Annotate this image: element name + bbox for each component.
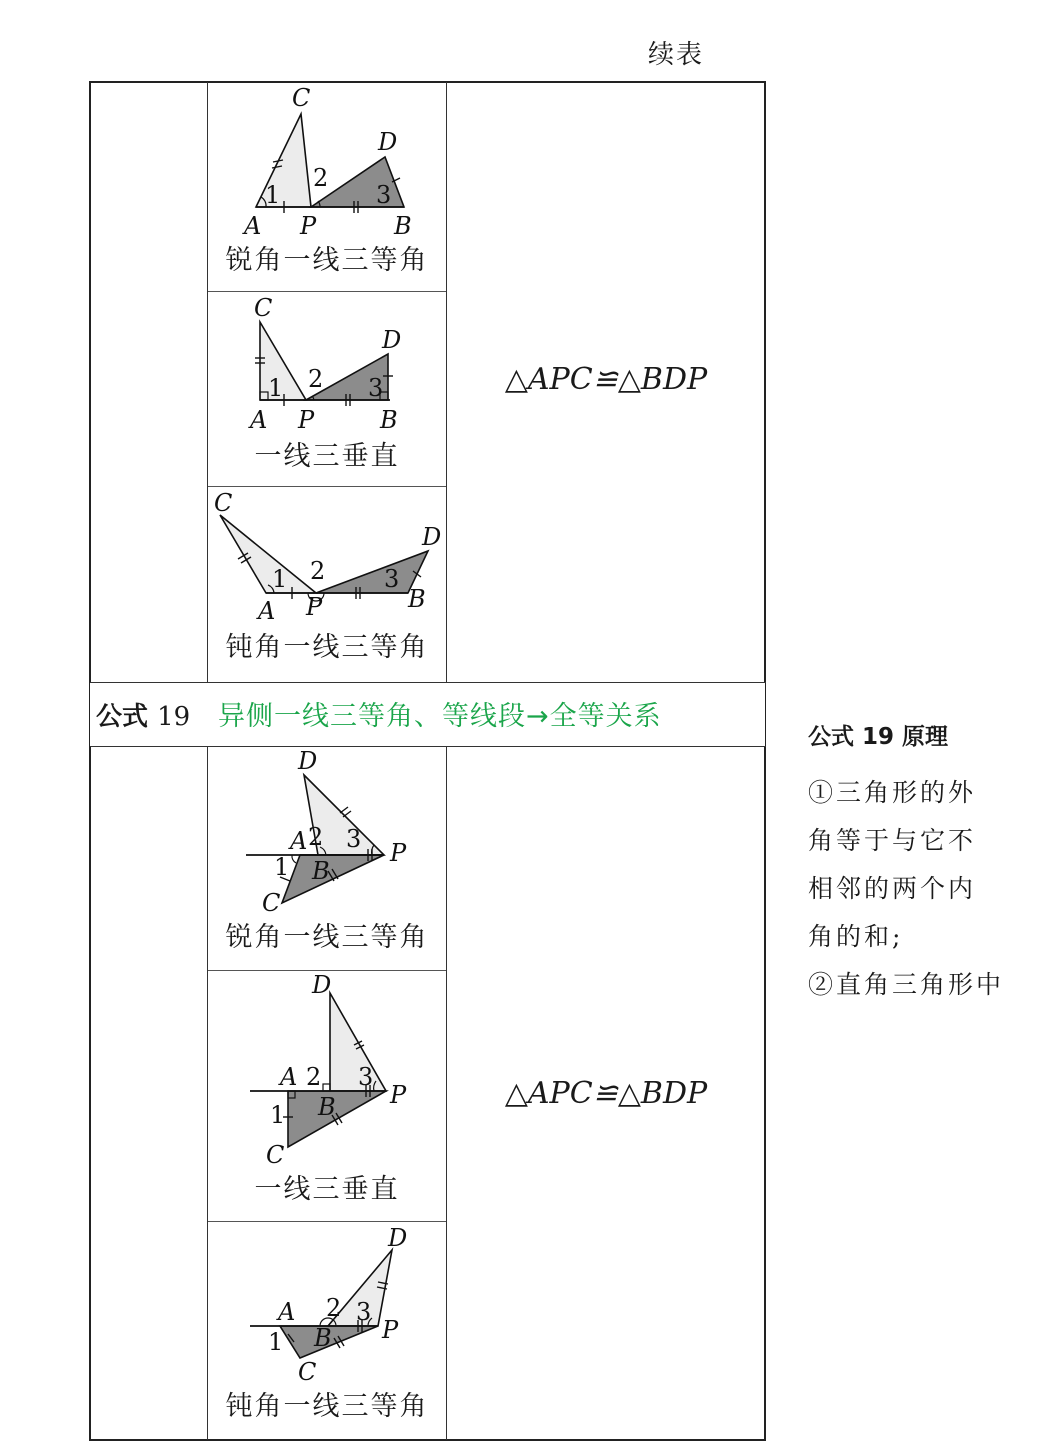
point-label-c: C xyxy=(254,294,273,322)
row-divider xyxy=(90,682,766,683)
point-label-d: D xyxy=(422,523,442,551)
formula-19-row xyxy=(90,682,765,746)
point-label-b: B xyxy=(312,857,330,885)
point-label-p: P xyxy=(300,212,317,240)
angle-label-2: 2 xyxy=(310,557,326,585)
angle-label-1: 1 xyxy=(274,853,290,881)
point-label-p: P xyxy=(382,1316,399,1344)
point-label-d: D xyxy=(388,1224,408,1252)
point-label-a: A xyxy=(250,406,268,434)
triangle-apc xyxy=(288,1091,386,1147)
figure-cell-perpendicular-opposite-side xyxy=(208,971,446,1221)
figure-cell-obtuse-same-side xyxy=(208,487,446,682)
point-label-b: B xyxy=(380,406,398,434)
point-label-a: A xyxy=(280,1063,298,1091)
point-label-d: D xyxy=(382,326,402,354)
figure-caption: 钝角一线三等角 xyxy=(225,632,429,663)
angle-arc xyxy=(292,855,296,863)
triangle-apc xyxy=(220,515,316,593)
point-label-c: C xyxy=(266,1141,285,1169)
figure-cell-acute-same-side xyxy=(208,82,446,291)
figure-perpendicular-same-side xyxy=(208,292,446,438)
side-note-title: 公式 19 原理 xyxy=(808,724,949,750)
point-label-p: P xyxy=(306,593,323,621)
angle-label-3: 3 xyxy=(346,825,362,853)
angle-label-2: 2 xyxy=(313,164,329,192)
side-note xyxy=(808,718,1018,1009)
side-note-line: 角等于与它不 xyxy=(808,826,977,855)
figure-obtuse-same-side xyxy=(208,487,446,629)
point-label-c: C xyxy=(298,1358,317,1386)
angle-label-2: 2 xyxy=(306,1063,322,1091)
point-label-a: A xyxy=(244,212,262,240)
point-label-p: P xyxy=(390,1081,407,1109)
continued-label: 续表 xyxy=(648,40,705,70)
angle-label-3: 3 xyxy=(356,1298,372,1326)
angle-label-3: 3 xyxy=(384,565,400,593)
point-label-c: C xyxy=(292,84,311,112)
figure-perpendicular-opposite-side xyxy=(208,971,446,1171)
formula-19-name: 公式 19 xyxy=(96,702,191,732)
angle-label-1: 1 xyxy=(272,565,288,593)
angle-label-3: 3 xyxy=(376,181,392,209)
point-label-d: D xyxy=(378,128,398,156)
figure-acute-opposite-side xyxy=(208,747,446,919)
point-label-d: D xyxy=(312,971,332,999)
figure-caption: 锐角一线三等角 xyxy=(225,922,429,953)
angle-label-1: 1 xyxy=(265,181,281,209)
conclusion-top: △APC≌△BDP xyxy=(504,362,708,397)
point-label-a: A xyxy=(290,827,308,855)
side-note-line: 角的和; xyxy=(808,922,904,951)
point-label-b: B xyxy=(318,1093,336,1121)
figure-caption: 锐角一线三等角 xyxy=(225,245,429,276)
angle-label-1: 1 xyxy=(268,374,284,402)
angle-label-1: 1 xyxy=(270,1101,286,1129)
figure-caption: 钝角一线三等角 xyxy=(225,1391,429,1422)
formula-19-description: 异侧一线三等角、等线段→全等关系 xyxy=(218,701,662,732)
figure-caption: 一线三垂直 xyxy=(254,441,400,472)
point-label-b: B xyxy=(408,585,426,613)
tick-mark xyxy=(340,807,348,813)
side-note-line: 相邻的两个内 xyxy=(808,874,977,903)
point-label-b: B xyxy=(314,1324,332,1352)
side-note-line: ①三角形的外 xyxy=(808,778,977,807)
point-label-a: A xyxy=(258,597,276,625)
angle-label-2: 2 xyxy=(326,1294,342,1322)
point-label-c: C xyxy=(214,489,233,517)
angle-label-2: 2 xyxy=(308,823,324,851)
point-label-p: P xyxy=(298,406,315,434)
tick-mark xyxy=(343,811,351,817)
right-angle-mark xyxy=(323,1084,330,1091)
point-label-p: P xyxy=(390,839,407,867)
figure-obtuse-opposite-side xyxy=(208,1222,446,1388)
figure-acute-same-side xyxy=(208,82,446,242)
figure-cell-perpendicular-same-side xyxy=(208,292,446,486)
angle-label-1: 1 xyxy=(268,1328,284,1356)
conclusion-bottom: △APC≌△BDP xyxy=(504,1076,708,1111)
point-label-d: D xyxy=(298,747,318,775)
angle-label-3: 3 xyxy=(368,374,384,402)
figure-cell-acute-opposite-side xyxy=(208,747,446,970)
side-note-line: ②直角三角形中 xyxy=(808,970,1005,999)
point-label-b: B xyxy=(394,212,412,240)
angle-label-3: 3 xyxy=(358,1063,374,1091)
formula-19-number: 19 xyxy=(157,702,191,732)
point-label-a: A xyxy=(278,1298,296,1326)
figure-caption: 一线三垂直 xyxy=(254,1174,400,1205)
point-label-c: C xyxy=(262,889,281,917)
angle-label-2: 2 xyxy=(308,365,324,393)
figure-cell-obtuse-opposite-side xyxy=(208,1222,446,1440)
